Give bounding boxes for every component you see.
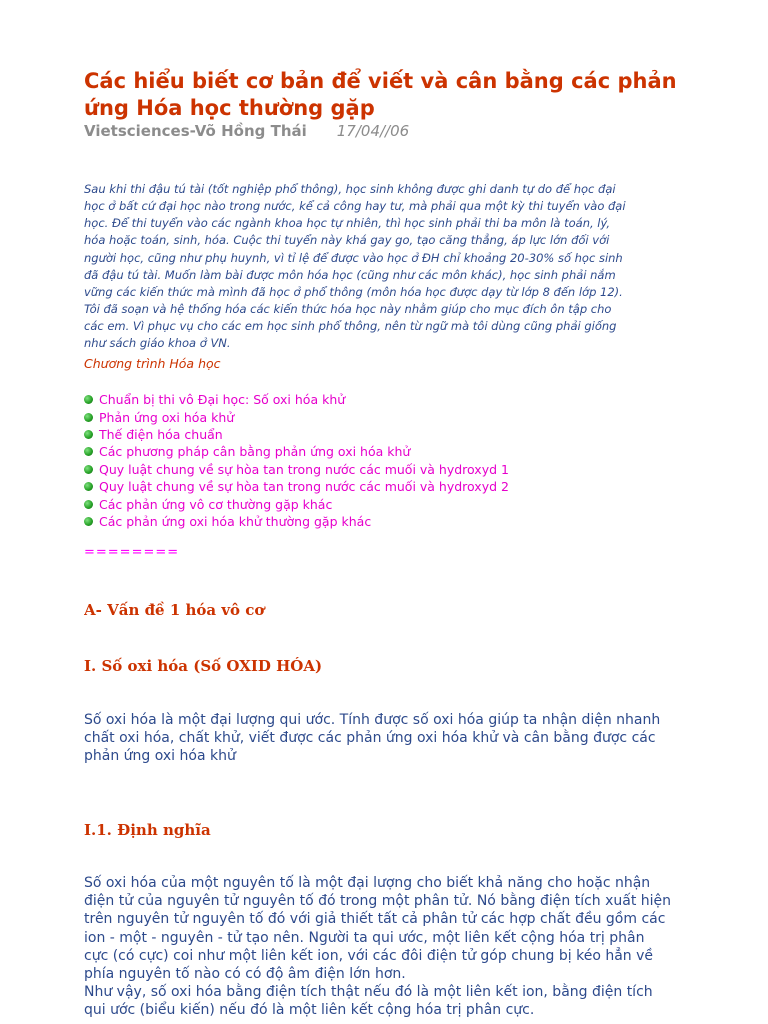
toc-link[interactable]: Thế điện hóa chuẩn xyxy=(99,426,223,442)
body-paragraph: Số oxi hóa của một nguyên tố là một đại lượng cho biết khả năng cho hoặc nhận điện tử của nguyên tử nguyên tố đó trong một phân tử. Nó bằng điện tích xuất hiện trên nguyên tử nguyên tố đó với giả thiết tất cả phân tử các hợp chất đều gồm các ion - một - nguyên - tử tạo nên. Người ta qui ước, một liên kết cộng hóa trị phân cực (có cực) coi như một liên kết ion, với các đôi điện tử góp chung bị kéo hẳn về phía nguyên tố nào có có độ âm điện lớn hơn. Như vậy, số oxi hóa bằng điện tích thật nếu đó là một liên kết ion, bằng điện tích qui ước (biểu kiến) nếu đó là một liên kết cộng hóa trị phân cực. xyxy=(84,875,672,1019)
toc-link[interactable]: Quy luật chung về sự hòa tan trong nước các muối và hydroxyd 2 xyxy=(99,479,509,495)
toc-link[interactable]: Các phản ứng vô cơ thường gặp khác xyxy=(99,496,333,512)
green-bullet-icon xyxy=(84,500,93,509)
toc-item xyxy=(84,495,509,512)
green-bullet-icon xyxy=(84,482,93,491)
body-paragraph: Số oxi hóa là một đại lượng qui ước. Tính được số oxi hóa giúp ta nhận diện nhanh chất oxi hóa, chất khử, viết được các phản ứng oxi hóa khử và cân bằng được các phản ứng oxi hóa khử xyxy=(84,712,661,765)
program-heading: Chương trình Hóa học xyxy=(84,356,221,371)
intro-paragraph: Sau khi thi đậu tú tài (tốt nghiệp phổ thông), học sinh không được ghi danh tự do để học đại học ở bất cứ đại học nào trong nước, kể cả công hay tư, mà phải qua một kỳ thi tuyển vào đại học. Để thi tuyển vào các ngành khoa học tự nhiên, thì học sinh phải thi ba môn là toán, lý, hóa hoặc toán, sinh, hóa. Cuộc thi tuyển này khá gay go, tạo căng thẳng, áp lực lớn đối với người học, cũng như phụ huynh, vì tỉ lệ để được vào học ở ĐH chỉ khoảng 20-30% số học sinh đã đậu tú tài. Muốn làm bài được môn hóa học (cũng như các môn khác), học sinh phải nắm vững các kiến thức mà mình đã học ở phổ thông (môn hóa học được dạy từ lớp 8 đến lớp 12). Tôi đã soạn và hệ thống hóa các kiến thức hóa học này nhằm giúp cho mục đích ôn tập cho các em. Vì phục vụ cho các em học sinh phổ thông, nên từ ngữ mà tôi dùng cũng phải giống như sách giáo khoa ở VN. xyxy=(84,182,626,351)
toc-link[interactable]: Chuẩn bị thi vô Đại học: Số oxi hóa khử xyxy=(99,392,346,408)
toc-item xyxy=(84,408,509,425)
green-bullet-icon xyxy=(84,395,93,404)
toc-item xyxy=(84,478,509,495)
section-heading-i1: I.1. Định nghĩa xyxy=(84,821,211,839)
toc-item xyxy=(84,443,509,460)
toc-link[interactable]: Phản ứng oxi hóa khử xyxy=(99,409,235,425)
toc-item xyxy=(84,513,509,530)
green-bullet-icon xyxy=(84,465,93,474)
section-heading-i: I. Số oxi hóa (Số OXID HÓA) xyxy=(84,657,323,675)
toc-item xyxy=(84,391,509,408)
toc-item xyxy=(84,426,509,443)
green-bullet-icon xyxy=(84,517,93,526)
page-title: Các hiểu biết cơ bản để viết và cân bằng các phản ứng Hóa học thường gặp xyxy=(84,69,677,120)
toc-link[interactable]: Quy luật chung về sự hòa tan trong nước các muối và hydroxyd 1 xyxy=(99,461,509,477)
document-page xyxy=(84,0,768,1024)
byline xyxy=(84,121,409,141)
toc-item xyxy=(84,461,509,478)
green-bullet-icon xyxy=(84,413,93,422)
green-bullet-icon xyxy=(84,447,93,456)
toc-link[interactable]: Các phản ứng oxi hóa khử thường gặp khác xyxy=(99,513,372,529)
green-bullet-icon xyxy=(84,430,93,439)
toc-link[interactable]: Các phương pháp cân bằng phản ứng oxi hóa khử xyxy=(99,444,411,460)
publish-date: 17/04//06 xyxy=(336,122,410,140)
section-divider: ======== xyxy=(84,545,180,560)
author: Vietsciences-Võ Hồng Thái xyxy=(84,122,307,140)
table-of-contents xyxy=(84,391,509,530)
section-heading-a: A- Vấn đề 1 hóa vô cơ xyxy=(84,601,265,619)
